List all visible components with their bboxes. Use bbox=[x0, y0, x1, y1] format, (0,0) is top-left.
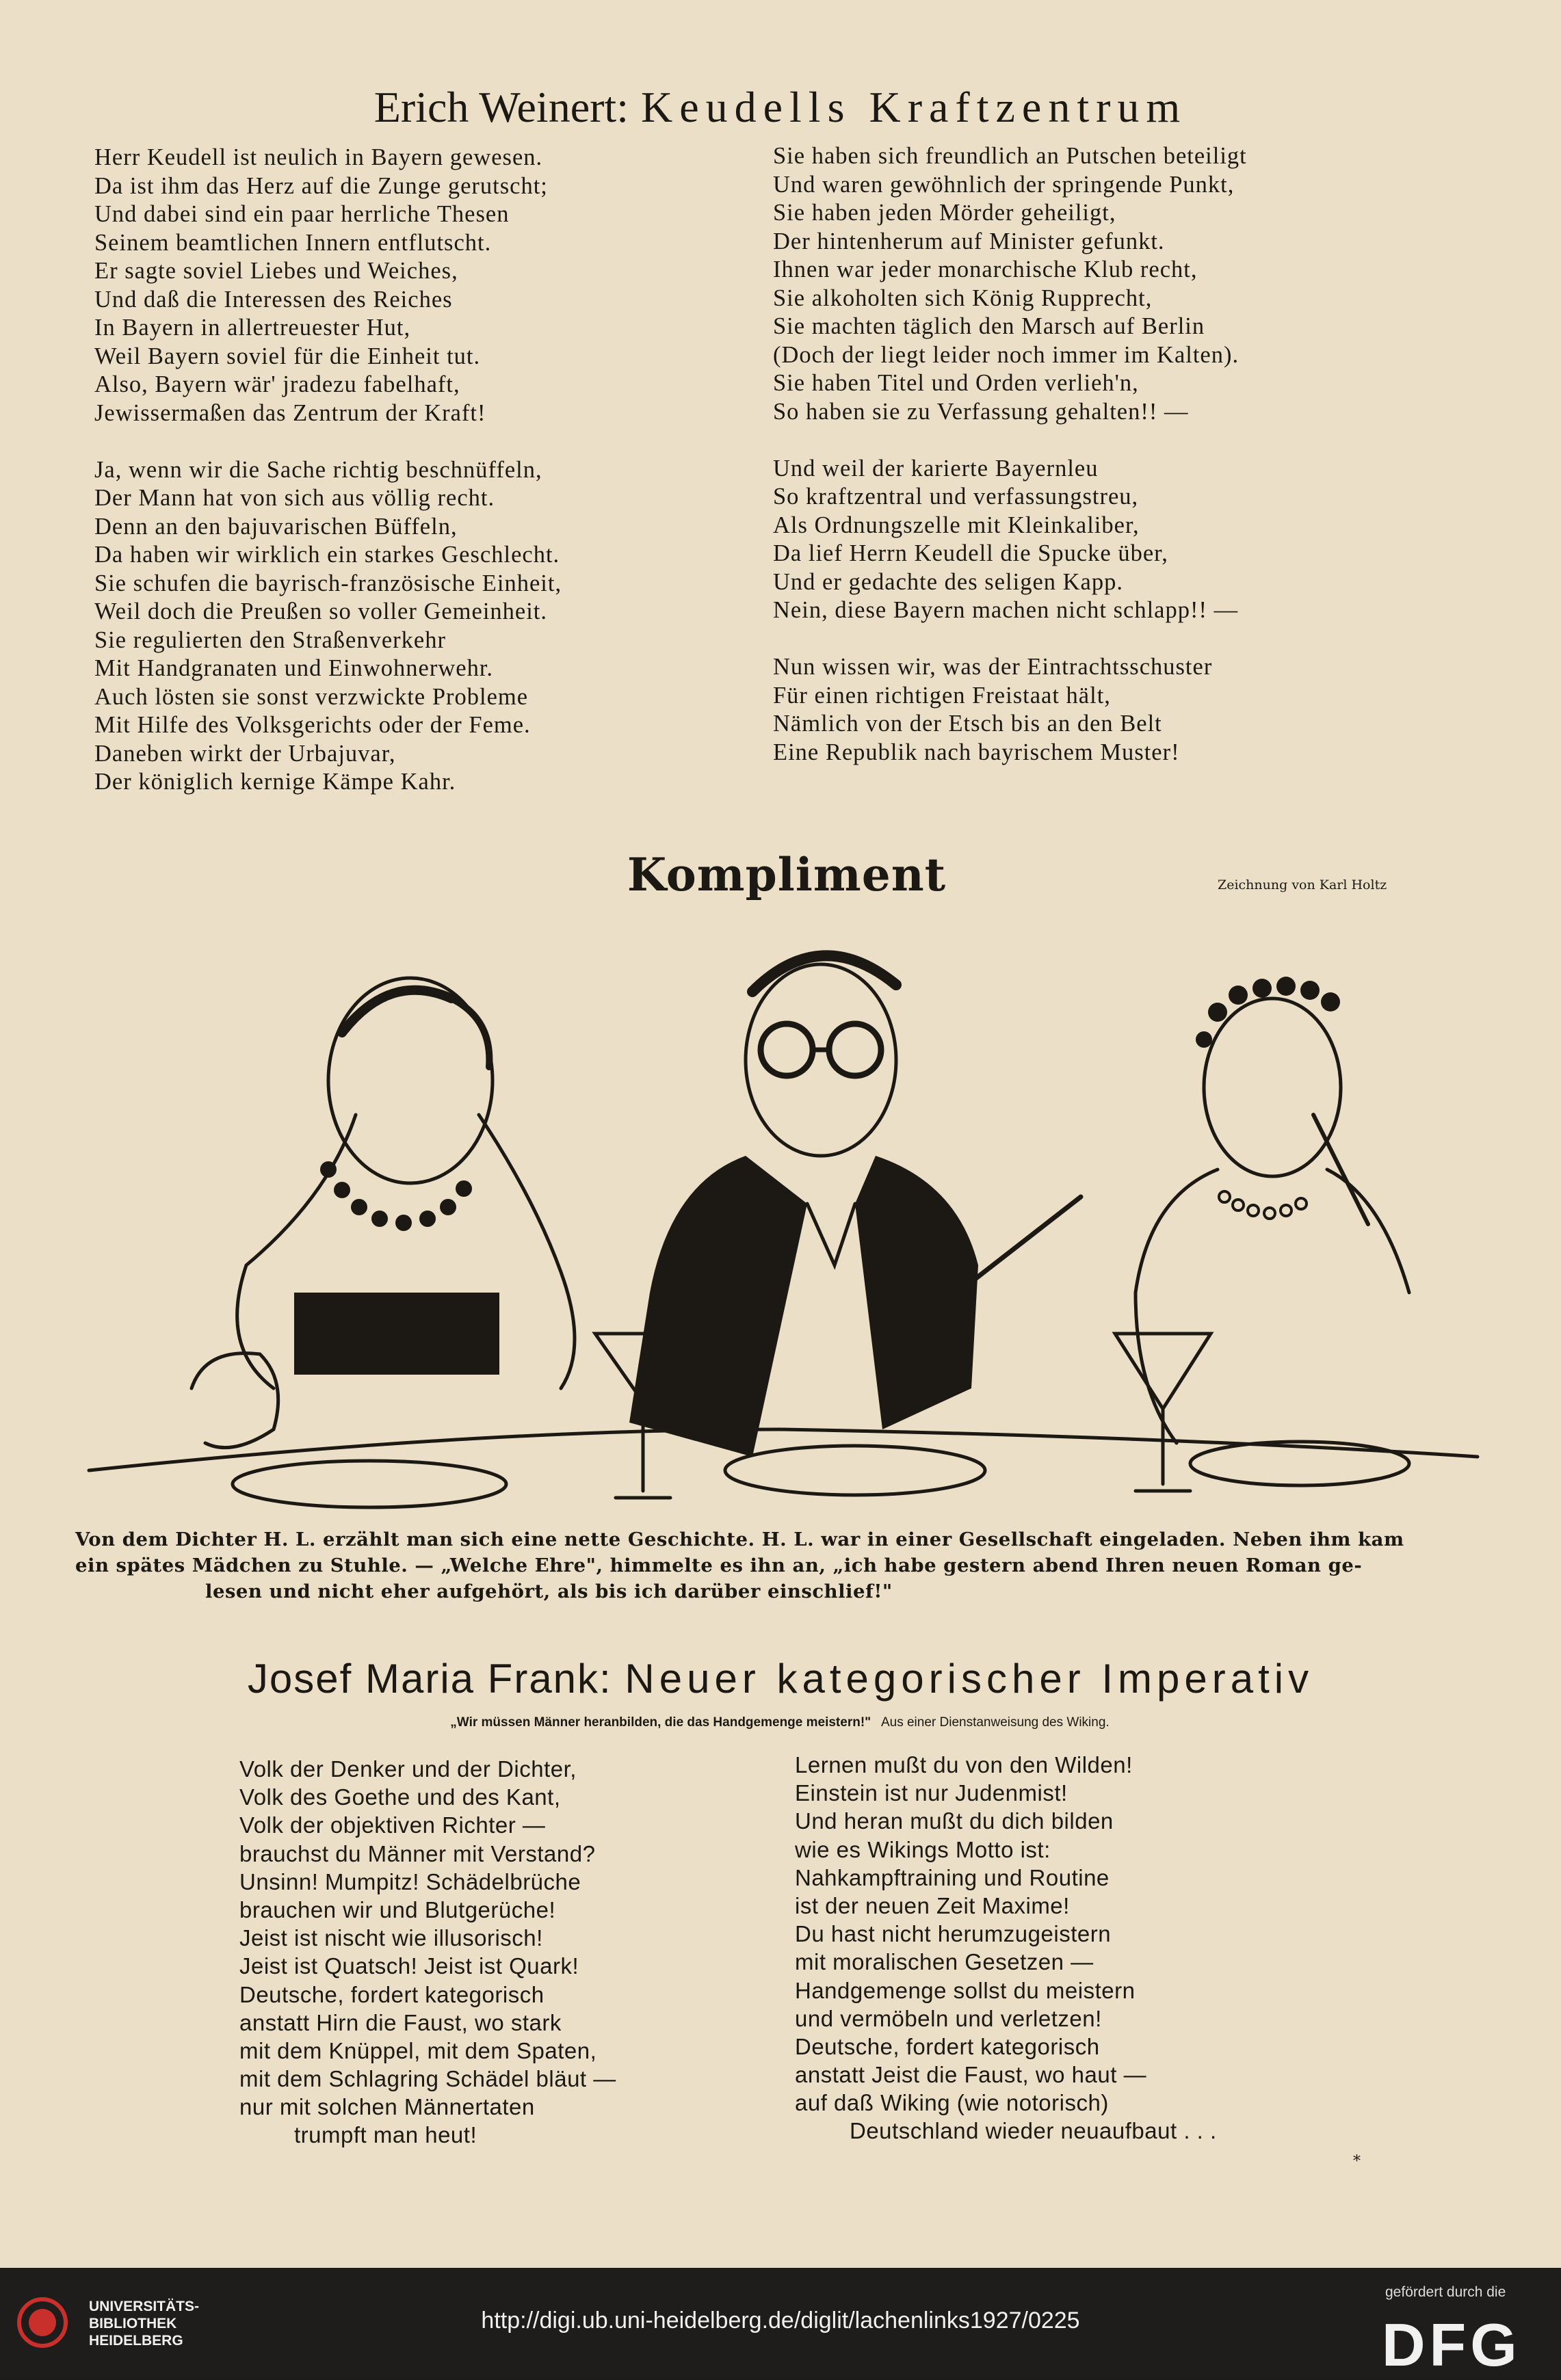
poem-line: trumpft man heut! bbox=[294, 2122, 477, 2148]
poem-line: Jewissermaßen das Zentrum der Kraft! bbox=[94, 399, 486, 426]
weinert-right-column bbox=[773, 142, 1247, 767]
poem-line: Handgemenge sollst du meistern bbox=[795, 1977, 1136, 2003]
poem-line: Einstein ist nur Judenmist! bbox=[795, 1780, 1068, 1806]
poem-line: So haben sie zu Verfassung gehalten!! — bbox=[773, 398, 1189, 425]
end-mark: * bbox=[1353, 2153, 1361, 2170]
poem-line: Volk der Denker und der Dichter, bbox=[239, 1756, 577, 1782]
caption-line: lesen und nicht eher aufgehört, als bis ich darüber einschlief!" bbox=[205, 1581, 893, 1602]
weinert-left-column bbox=[94, 144, 562, 797]
poem-line: (Doch der liegt leider noch immer im Kalten). bbox=[773, 341, 1239, 368]
poem-line: Und dabei sind ein paar herrliche Thesen bbox=[94, 201, 510, 227]
frank-poem-title: Neuer kategorischer Imperativ bbox=[625, 1656, 1314, 1702]
poem-line: Als Ordnungszelle mit Kleinkaliber, bbox=[773, 512, 1140, 538]
poem-line: Also, Bayern wär' jradezu fabelhaft, bbox=[94, 371, 460, 397]
poem-line: So kraftzentral und verfassungstreu, bbox=[773, 484, 1139, 510]
poem-line: Und weil der karierte Bayernleu bbox=[773, 455, 1099, 481]
poem-line: Sie haben sich freundlich an Putschen beteiligt bbox=[773, 143, 1247, 169]
poem-line: Nämlich von der Etsch bis an den Belt bbox=[773, 711, 1162, 737]
motto-source: Aus einer Dienstanweisung des Wiking. bbox=[880, 1715, 1110, 1730]
poem-line: Der königlich kernige Kämpe Kahr. bbox=[94, 769, 456, 795]
poem-line: Sie haben jeden Mörder geheiligt, bbox=[773, 200, 1116, 226]
poem-line: Und waren gewöhnlich der springende Punkt, bbox=[773, 171, 1235, 198]
poem-line: Weil Bayern soviel für die Einheit tut. bbox=[94, 343, 481, 369]
poem-line: Du hast nicht herumzugeistern bbox=[795, 1921, 1112, 1947]
poem-line: Sie regulierten den Straßenverkehr bbox=[94, 626, 446, 653]
poem-line: Unsinn! Mumpitz! Schädelbrüche bbox=[239, 1868, 581, 1894]
caption-line: ein spätes Mädchen zu Stuhle. — „Welche Ehre", himmelte es ihn an, „ich habe gestern abend Ihren neuen Roman ge- bbox=[75, 1555, 1363, 1576]
poem-line: In Bayern in allertreuester Hut, bbox=[94, 315, 411, 341]
cartoon-credit: Zeichnung von Karl Holtz bbox=[1218, 877, 1387, 892]
dfg-logo: DFG bbox=[1382, 2311, 1521, 2379]
motto-quote: „Wir müssen Männer heranbilden, die das Handgemenge meistern!" bbox=[450, 1715, 871, 1730]
poem-line: Ja, wenn wir die Sache richtig beschnüffeln, bbox=[94, 456, 542, 483]
poem-line: Weil doch die Preußen so voller Gemeinheit. bbox=[94, 598, 548, 624]
poem-line: Da ist ihm das Herz auf die Zunge gerutscht; bbox=[94, 172, 548, 199]
frank-right-column bbox=[795, 1751, 1217, 2145]
stanza-break bbox=[773, 625, 1247, 654]
weinert-title bbox=[0, 82, 1561, 133]
poem-line: Sie alkoholten sich König Rupprecht, bbox=[773, 285, 1153, 311]
poem-line: Nun wissen wir, was der Eintrachtsschuster bbox=[773, 654, 1213, 680]
funding-note: gefördert durch die bbox=[1385, 2284, 1506, 2300]
poem-line: Und heran mußt du dich bilden bbox=[795, 1808, 1114, 1834]
frank-title bbox=[0, 1655, 1561, 1702]
poem-line: mit dem Schlagring Schädel bläut — bbox=[239, 2066, 616, 2092]
poem-line: Nein, diese Bayern machen nicht schlapp!! — bbox=[773, 597, 1239, 623]
poem-line: Nahkampftraining und Routine bbox=[795, 1864, 1110, 1890]
poem-line: wie es Wikings Motto ist: bbox=[795, 1836, 1051, 1862]
poem-line: mit dem Knüppel, mit dem Spaten, bbox=[239, 2037, 597, 2063]
poem-line: Jeist ist nischt wie illusorisch! bbox=[239, 1925, 543, 1951]
poem-line: brauchen wir und Blutgerüche! bbox=[239, 1896, 556, 1922]
poem-line: ist der neuen Zeit Maxime! bbox=[795, 1892, 1070, 1918]
poem-line: nur mit solchen Männertaten bbox=[239, 2094, 535, 2120]
poem-line: Für einen richtigen Freistaat hält, bbox=[773, 682, 1111, 709]
frank-left-column bbox=[239, 1755, 616, 2150]
poem-line: anstatt Jeist die Faust, wo haut — bbox=[795, 2062, 1147, 2088]
poem-line: Sie machten täglich den Marsch auf Berlin bbox=[773, 313, 1205, 339]
frank-motto bbox=[267, 1715, 1293, 1730]
poem-line: Jeist ist Quatsch! Jeist ist Quark! bbox=[239, 1953, 579, 1979]
poem-line: auf daß Wiking (wie notorisch) bbox=[795, 2090, 1109, 2116]
library-line: HEIDELBERG bbox=[89, 2333, 183, 2349]
poem-line: Auch lösten sie sonst verzwickte Probleme bbox=[94, 683, 529, 710]
poem-line: Herr Keudell ist neulich in Bayern gewesen. bbox=[94, 144, 543, 170]
caption-line: Von dem Dichter H. L. erzählt man sich eine nette Geschichte. H. L. war in einer Gesellschaft eingeladen. Neben ihm kam bbox=[75, 1529, 1404, 1550]
cartoon-illustration bbox=[68, 910, 1491, 1525]
poem-line: Der Mann hat von sich aus völlig recht. bbox=[94, 485, 495, 511]
cartoon-caption bbox=[75, 1526, 1491, 1604]
poem-line: brauchst du Männer mit Verstand? bbox=[239, 1840, 596, 1866]
poem-line: Sie haben Titel und Orden verlieh'n, bbox=[773, 370, 1139, 396]
poem-line: Sie schufen die bayrisch-französische Einheit, bbox=[94, 570, 562, 596]
poem-line: anstatt Hirn die Faust, wo stark bbox=[239, 2009, 562, 2035]
poem-line: Deutsche, fordert kategorisch bbox=[795, 2033, 1100, 2059]
poem-line: Und er gedachte des seligen Kapp. bbox=[773, 568, 1123, 595]
poem-line: Deutsche, fordert kategorisch bbox=[239, 1981, 545, 2007]
cartoon-title: Kompliment bbox=[627, 848, 947, 901]
poem-line: Deutschland wieder neuaufbaut . . . bbox=[850, 2118, 1217, 2144]
poem-line: Daneben wirkt der Urbajuvar, bbox=[94, 740, 396, 767]
library-line: UNIVERSITÄTS- bbox=[89, 2299, 200, 2314]
poem-line: mit moralischen Gesetzen — bbox=[795, 1949, 1094, 1975]
poem-line: Volk des Goethe und des Kant, bbox=[239, 1784, 561, 1810]
poem-line: Da haben wir wirklich ein starkes Geschlecht. bbox=[94, 542, 560, 568]
poem-line: Und daß die Interessen des Reiches bbox=[94, 286, 453, 313]
poem-line: Da lief Herrn Keudell die Spucke über, bbox=[773, 540, 1168, 566]
library-line: BIBLIOTHEK bbox=[89, 2316, 177, 2331]
poem-line: Er sagte soviel Liebes und Weiches, bbox=[94, 258, 458, 284]
poem-line: Denn an den bajuvarischen Büffeln, bbox=[94, 513, 458, 540]
footer-bar bbox=[0, 2268, 1561, 2379]
poem-line: Mit Handgranaten und Einwohnerwehr. bbox=[94, 655, 494, 681]
poem-line: und vermöbeln und verletzen! bbox=[795, 2005, 1102, 2031]
weinert-author: Erich Weinert: bbox=[373, 83, 629, 131]
poem-line: Seinem beamtlichen Innern entflutscht. bbox=[94, 229, 492, 256]
poem-line: Eine Republik nach bayrischem Muster! bbox=[773, 739, 1180, 765]
stanza-break bbox=[94, 427, 562, 456]
stanza-break bbox=[773, 426, 1247, 455]
poem-line: Ihnen war jeder monarchische Klub recht, bbox=[773, 256, 1198, 282]
poem-line: Volk der objektiven Richter — bbox=[239, 1812, 546, 1838]
poem-line: Mit Hilfe des Volksgerichts oder der Feme. bbox=[94, 712, 531, 738]
weinert-poem-title: Keudells Kraftzentrum bbox=[640, 83, 1188, 131]
frank-author: Josef Maria Frank: bbox=[247, 1656, 612, 1702]
poem-line: Der hintenherum auf Minister gefunkt. bbox=[773, 228, 1165, 254]
poem-line: Lernen mußt du von den Wilden! bbox=[795, 1752, 1133, 1777]
source-url[interactable]: http://digi.ub.uni-heidelberg.de/diglit/lachenlinks1927/0225 bbox=[481, 2308, 1080, 2333]
